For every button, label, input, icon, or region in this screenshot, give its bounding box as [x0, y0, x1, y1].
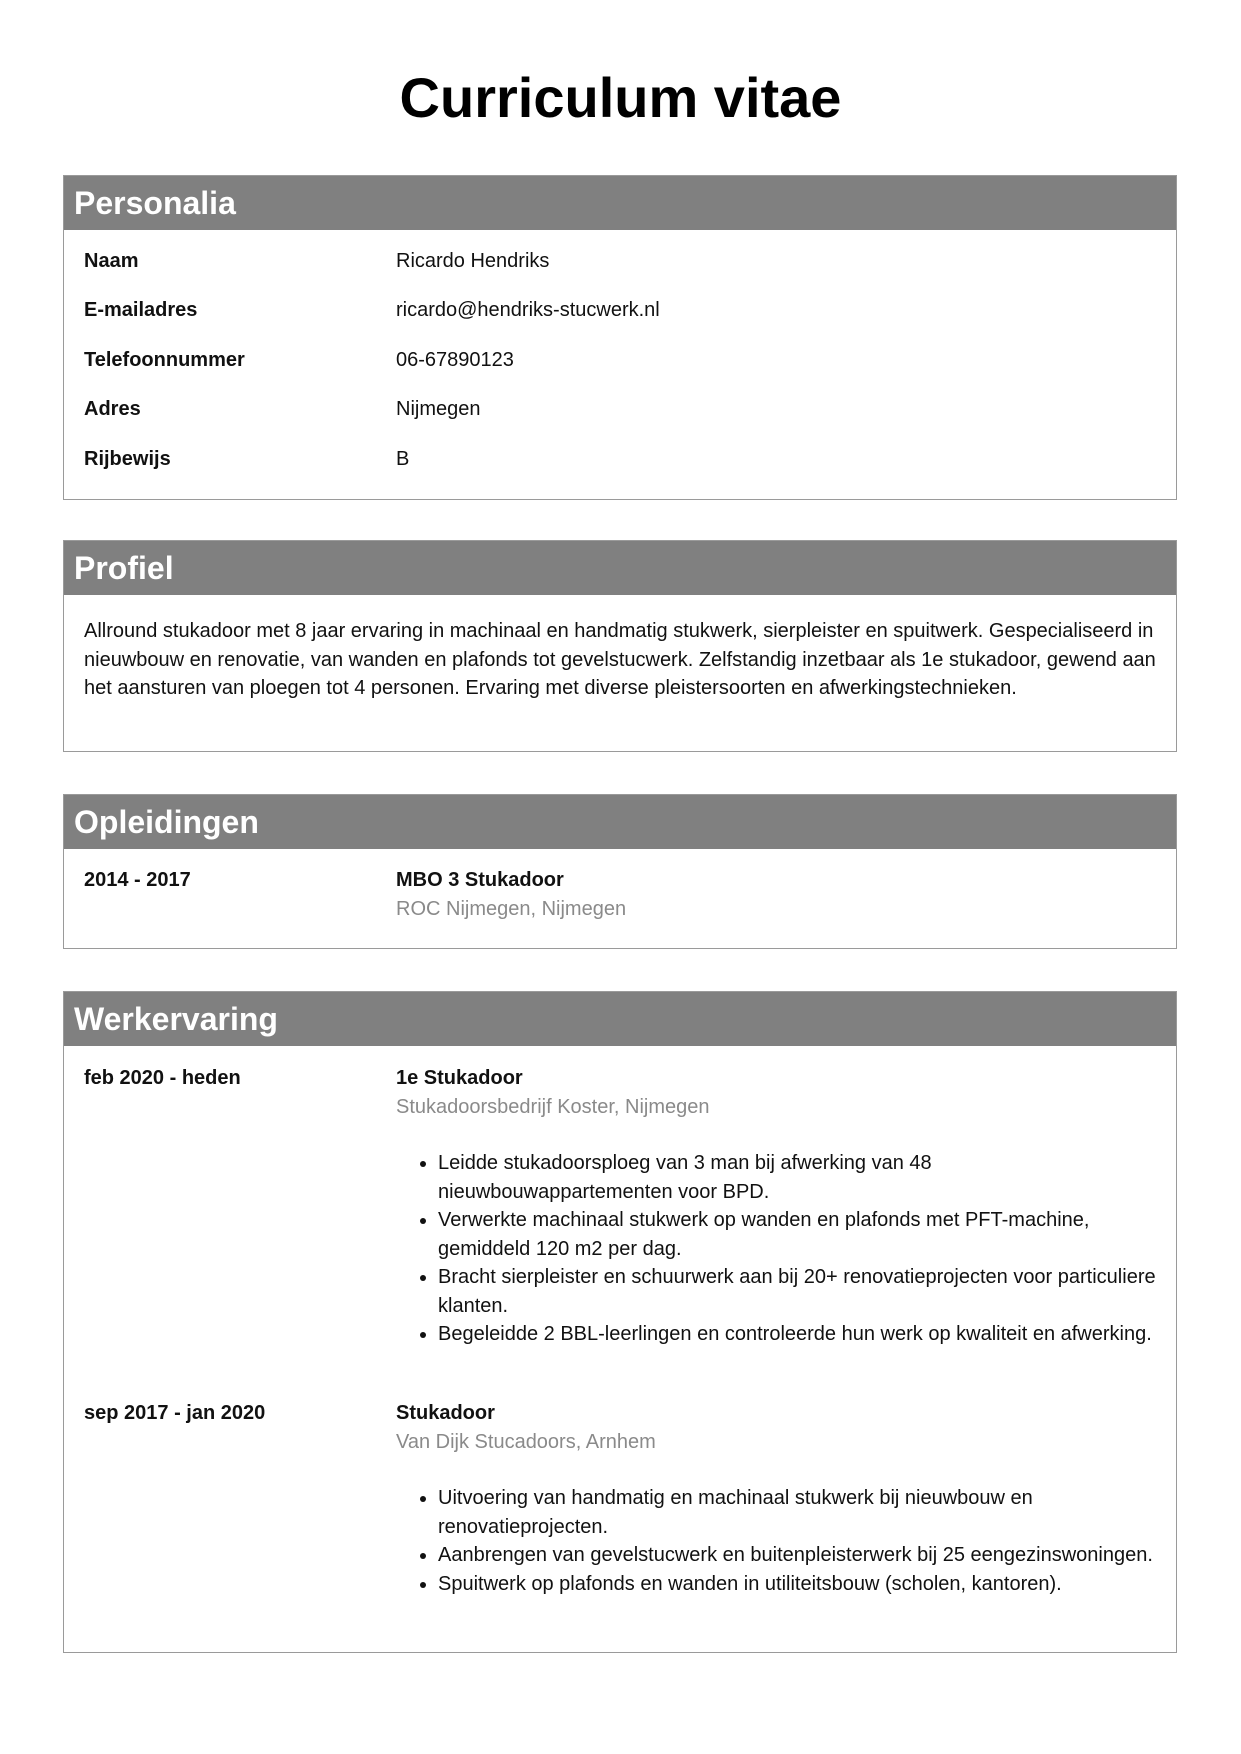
job-content — [396, 1064, 1156, 1349]
list-item: • Spuitwerk op plafonds en wanden in utiliteitsbouw (scholen, kantoren). — [438, 1570, 1156, 1599]
list-item: • Leidde stukadoorsploeg van 3 man bij afwerking van 48 nieuwbouwappartementen voor BPD. — [438, 1149, 1156, 1206]
section-heading: Opleidingen — [64, 795, 1176, 849]
job-employer: Van Dijk Stucadoors, Arnhem — [396, 1430, 656, 1453]
job-title: Stukadoor — [396, 1402, 495, 1424]
document-title: Curriculum vitae — [399, 66, 842, 129]
list-item: • Begeleidde 2 BBL-leerlingen en controleerde hun werk op kwaliteit en afwerking. — [438, 1320, 1156, 1349]
list-item: • Aanbrengen van gevelstucwerk en buitenpleisterwerk bij 25 eengezinswoningen. — [438, 1541, 1156, 1570]
job-title: 1e Stukadoor — [396, 1067, 523, 1089]
field-label: Adres — [84, 398, 141, 420]
field-value: B — [396, 448, 410, 470]
job-period: sep 2017 - jan 2020 — [84, 1402, 266, 1424]
job-bullets — [396, 1149, 1156, 1349]
field-value: Ricardo Hendriks — [396, 250, 550, 272]
field-label: Naam — [84, 250, 139, 272]
education-period: 2014 - 2017 — [84, 869, 191, 891]
job-employer: Stukadoorsbedrijf Koster, Nijmegen — [396, 1095, 710, 1118]
list-item: • Bracht sierpleister en schuurwerk aan bij 20+ renovatieprojecten voor particuliere klanten. — [438, 1263, 1156, 1320]
section-heading: Personalia — [64, 176, 1176, 230]
section-profiel — [63, 540, 1177, 752]
job-content — [396, 1399, 1156, 1598]
education-content — [396, 866, 1156, 923]
job-period: feb 2020 - heden — [84, 1067, 241, 1089]
section-werkervaring — [63, 991, 1177, 1653]
list-item: • Verwerkte machinaal stukwerk op wanden en plafonds met PFT-machine, gemiddeld 120 m2 per dag. — [438, 1206, 1156, 1263]
profile-text: Allround stukadoor met 8 jaar ervaring in machinaal en handmatig stukwerk, sierpleister en spuitwerk. Gespecialiseerd in nieuwbouw en renovatie, van wanden en plafonds tot gevelstucwerk. Zelfstandig inzetbaar als 1e stukadoor, gewend aan het aansturen van ploegen tot 4 personen. Ervaring met diverse pleistersoorten en afwerkingstechnieken. — [84, 620, 1156, 699]
education-institution: ROC Nijmegen, Nijmegen — [396, 897, 627, 920]
job-bullets — [396, 1484, 1156, 1598]
field-label: E-mailadres — [84, 299, 198, 321]
field-label: Rijbewijs — [84, 448, 171, 470]
section-heading: Werkervaring — [64, 992, 1176, 1046]
list-item: • Uitvoering van handmatig en machinaal stukwerk bij nieuwbouw en renovatieprojecten. — [438, 1484, 1156, 1541]
section-heading: Profiel — [64, 541, 1176, 595]
field-value: 06-67890123 — [396, 349, 514, 371]
section-opleidingen — [63, 794, 1177, 949]
section-personalia — [63, 175, 1177, 500]
education-title: MBO 3 Stukadoor — [396, 869, 564, 891]
field-label: Telefoonnummer — [84, 349, 245, 371]
field-value: Nijmegen — [396, 398, 481, 420]
field-value: ricardo@hendriks-stucwerk.nl — [396, 299, 660, 321]
